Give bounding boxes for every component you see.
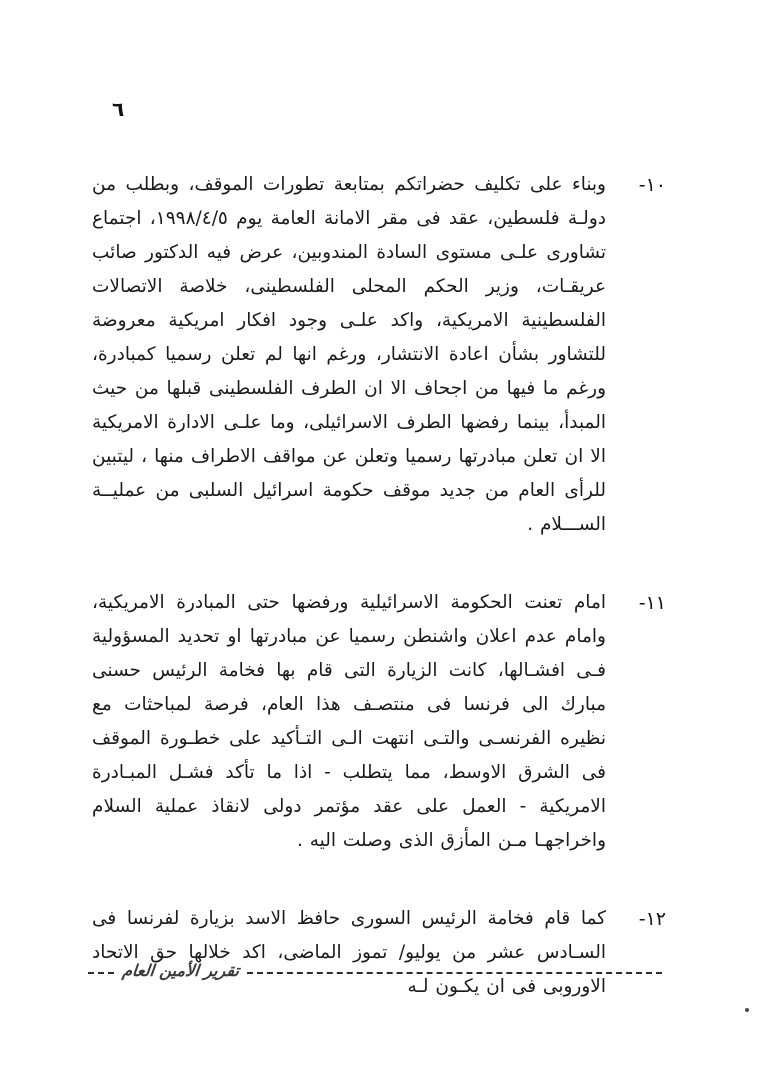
paragraph-number: ١٠- (638, 174, 666, 196)
stray-dot (745, 1008, 749, 1012)
footer-script-text: تقرير الأمين العام (121, 960, 241, 980)
page-number: ٦ (112, 97, 125, 121)
paragraph-text: كما قام فخامة الرئيس السورى حافظ الاسد بزيارة لفرنسا فى السـادس عشر من يوليو/ تموز الماضى، اكد خلالها حق الاتحاد الاوروبى فى ان يكـون لـه (92, 908, 606, 997)
paragraph-text: امام تعنت الحكومة الاسرائيلية ورفضها حتى المبادرة الامريكية، وامام عدم اعلان واشنطن رسميا عن مبادرتها او تحديد المسؤولية فـى افشـالها، كانت الزيارة التى قام بها فخامة الرئيس حسنى مبارك الى فرنسا فى منتصـف هذا العام، فرصة لمباحثات مع نظيره الفرنسـى والتـى انتهت الـى التـأكيد على خطـورة الموقف فى الشرق الاوسط، مما يتطلب - اذا ما تأكد فشـل المبـادرة الامريكية - العمل على عقد مؤتمر دولى لانقاذ عملية السلام واخراجهـا مـن المأزق الذى وصلت اليه . (92, 592, 606, 851)
paragraph (92, 902, 666, 1004)
paragraph (92, 586, 666, 858)
paragraph-number: ١٢- (638, 908, 666, 930)
footer-dashed-line-right (247, 972, 662, 974)
footer-dashed-line-left (88, 972, 114, 974)
paragraph (92, 168, 666, 542)
footer (88, 958, 662, 988)
paragraph-number: ١١- (638, 592, 666, 614)
document-body (92, 168, 666, 1004)
paragraph-text: وبناء على تكليف حضراتكم بمتابعة تطورات الموقف، وبطلب من دولـة فلسطين، عقد فى مقر الامانة العامة يوم ١٩٩٨/٤/٥، اجتماع تشاورى علـى مستوى السادة المندوبين، عرض فيه الدكتور صائب عريقـات، وزير الحكم المحلى الفلسطينى، خلاصة الاتصالات الفلسطينية الامريكية، واكد علـى وجود افكار امريكية معروضة للتشاور بشأن اعادة الانتشار، ورغم انها لم تعلن رسميا كمبادرة، ورغم ما فيها من اجحاف الا ان الطرف الفلسطينى قبلها من حيث المبدأ، بينما رفضها الطرف الاسرائيلى، وما علـى الادارة الامريكية الا ان تعلن مبادرتها رسميا وتعلن عن مواقف الاطراف منها ، ليتبين للرأى العام من جديد موقف حكومة اسرائيل السلبى من عمليــة الســـلام . (92, 174, 606, 535)
